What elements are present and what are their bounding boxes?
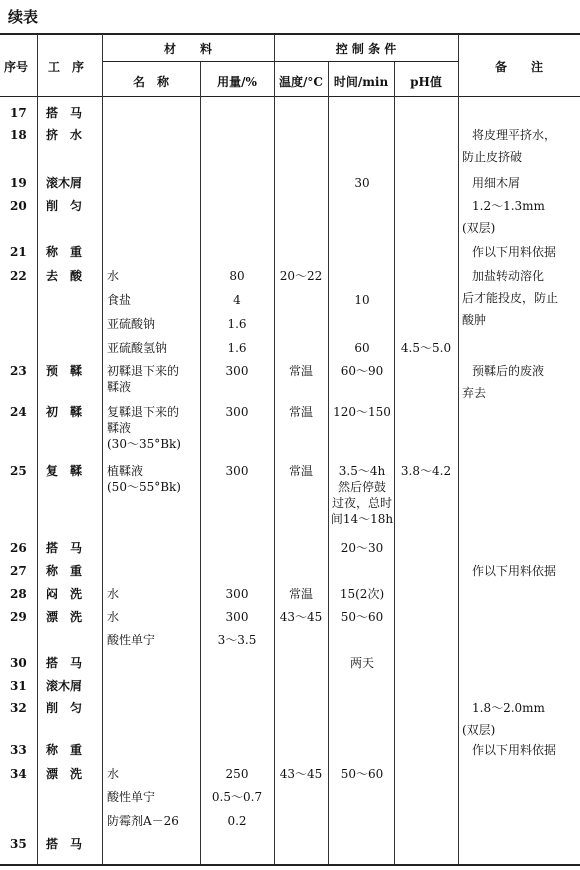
cell-no: 34 bbox=[10, 767, 27, 781]
cell-amt: 250 bbox=[225, 767, 249, 781]
header-time: 时间/min bbox=[333, 75, 389, 89]
cell-proc: 滚木屑 bbox=[46, 176, 83, 190]
cell-remark: 作以下用料依据 bbox=[472, 245, 557, 259]
cell-name: 酸性单宁 bbox=[107, 633, 156, 647]
cell-no: 33 bbox=[10, 743, 27, 757]
col-divider bbox=[274, 34, 275, 864]
cell-proc: 滚木屑 bbox=[46, 679, 83, 693]
header-remarks: 备 注 bbox=[494, 60, 543, 74]
cell-remark: 后才能投皮，防止 bbox=[462, 291, 559, 305]
cell-no: 26 bbox=[10, 541, 27, 555]
cell-temp: 常温 bbox=[288, 364, 313, 378]
header-bottom-rule bbox=[0, 96, 580, 97]
cell-temp: 20～22 bbox=[279, 269, 323, 283]
cell-proc: 闷 洗 bbox=[46, 587, 83, 601]
cell-amt: 80 bbox=[229, 269, 245, 283]
cell-proc: 去 酸 bbox=[46, 269, 83, 283]
cell-temp: 常温 bbox=[288, 464, 313, 478]
cell-name: (30～35°Bk) bbox=[107, 437, 181, 451]
cell-no: 22 bbox=[10, 269, 27, 283]
cell-name: 防霉剂A－26 bbox=[107, 814, 179, 828]
bottom-rule bbox=[0, 864, 580, 866]
cell-ph: 4.5～5.0 bbox=[400, 341, 452, 355]
cell-name: 鞣液 bbox=[107, 380, 132, 394]
cell-no: 31 bbox=[10, 679, 27, 693]
col-divider bbox=[102, 34, 103, 864]
cell-name: 酸性单宁 bbox=[107, 790, 156, 804]
table-caption: 续表 bbox=[8, 8, 39, 26]
cell-proc: 挤 水 bbox=[46, 128, 83, 142]
cell-time: 120～150 bbox=[333, 405, 391, 419]
cell-amt: 300 bbox=[225, 364, 249, 378]
cell-proc: 搭 马 bbox=[46, 837, 83, 851]
header-materials: 材 料 bbox=[163, 42, 212, 56]
cell-remark: 1.2～1.3mm bbox=[472, 199, 545, 213]
cell-proc: 预 鞣 bbox=[46, 364, 83, 378]
cell-proc: 称 重 bbox=[46, 245, 83, 259]
cell-amt: 300 bbox=[225, 610, 249, 624]
cell-name: 水 bbox=[107, 269, 120, 283]
cell-amt: 1.6 bbox=[227, 317, 247, 331]
cell-name: 复鞣退下来的 bbox=[107, 405, 180, 419]
cell-time: 60～90 bbox=[340, 364, 384, 378]
cell-no: 29 bbox=[10, 610, 27, 624]
cell-amt: 3～3.5 bbox=[217, 633, 257, 647]
col-divider bbox=[37, 34, 38, 864]
cell-remark: 酸肿 bbox=[462, 313, 487, 327]
cell-no: 19 bbox=[10, 176, 27, 190]
cell-remark: (双层) bbox=[462, 723, 496, 737]
cell-time: 20～30 bbox=[340, 541, 384, 555]
cell-time: 间14～18h bbox=[330, 512, 394, 526]
cell-remark: 加盐转动溶化 bbox=[472, 269, 545, 283]
header-no: 序号 bbox=[4, 60, 29, 74]
cell-proc: 复 鞣 bbox=[46, 464, 83, 478]
cell-name: 鞣液 bbox=[107, 421, 132, 435]
cell-remark: 用细木屑 bbox=[472, 176, 521, 190]
cell-amt: 300 bbox=[225, 405, 249, 419]
cell-no: 21 bbox=[10, 245, 27, 259]
cell-proc: 削 匀 bbox=[46, 701, 83, 715]
cell-name: 初鞣退下来的 bbox=[107, 364, 180, 378]
header-temp: 温度/°C bbox=[279, 75, 323, 89]
top-rule bbox=[0, 33, 580, 35]
cell-time: 两天 bbox=[349, 656, 374, 670]
cell-no: 25 bbox=[10, 464, 27, 478]
cell-time: 60 bbox=[354, 341, 370, 355]
cell-amt: 0.5～0.7 bbox=[211, 790, 263, 804]
cell-time: 过夜，总时 bbox=[331, 496, 392, 510]
cell-amt: 0.2 bbox=[227, 814, 247, 828]
cell-proc: 称 重 bbox=[46, 564, 83, 578]
cell-name: 植鞣液 bbox=[107, 464, 144, 478]
header-amount: 用量/% bbox=[217, 75, 257, 89]
col-divider bbox=[328, 62, 329, 864]
cell-amt: 300 bbox=[225, 464, 249, 478]
cell-proc: 称 重 bbox=[46, 743, 83, 757]
cell-proc: 初 鞣 bbox=[46, 405, 83, 419]
cell-no: 17 bbox=[10, 106, 27, 120]
cell-ph: 3.8～4.2 bbox=[400, 464, 452, 478]
cell-no: 30 bbox=[10, 656, 27, 670]
cell-remark: 作以下用料依据 bbox=[472, 743, 557, 757]
cell-temp: 常温 bbox=[288, 587, 313, 601]
cell-time: 15(2次) bbox=[339, 587, 385, 601]
cell-temp: 常温 bbox=[288, 405, 313, 419]
cell-name: 水 bbox=[107, 587, 120, 601]
cell-no: 18 bbox=[10, 128, 27, 142]
cell-remark: 防止皮挤破 bbox=[462, 150, 523, 164]
cell-time: 10 bbox=[354, 293, 370, 307]
cell-time: 30 bbox=[354, 176, 370, 190]
cell-amt: 4 bbox=[233, 293, 241, 307]
cell-remark: 1.8～2.0mm bbox=[472, 701, 545, 715]
cell-no: 27 bbox=[10, 564, 27, 578]
cell-temp: 43～45 bbox=[279, 610, 323, 624]
cell-time: 然后停鼓 bbox=[337, 480, 386, 494]
cell-time: 3.5～4h bbox=[338, 464, 386, 478]
cell-no: 35 bbox=[10, 837, 27, 851]
cell-no: 32 bbox=[10, 701, 27, 715]
cell-name: (50～55°Bk) bbox=[107, 480, 181, 494]
cell-remark: 弃去 bbox=[462, 386, 487, 400]
cell-time: 50～60 bbox=[340, 767, 384, 781]
cell-no: 20 bbox=[10, 199, 27, 213]
cell-remark: 预鞣后的废液 bbox=[472, 364, 545, 378]
cell-amt: 1.6 bbox=[227, 341, 247, 355]
cell-name: 食盐 bbox=[107, 293, 132, 307]
cell-remark: 作以下用料依据 bbox=[472, 564, 557, 578]
cell-temp: 43～45 bbox=[279, 767, 323, 781]
cell-no: 23 bbox=[10, 364, 27, 378]
cell-proc: 搭 马 bbox=[46, 106, 83, 120]
header-process: 工 序 bbox=[48, 60, 85, 74]
cell-proc: 漂 洗 bbox=[46, 767, 83, 781]
header-name: 名 称 bbox=[132, 75, 169, 89]
cell-name: 水 bbox=[107, 610, 120, 624]
cell-time: 50～60 bbox=[340, 610, 384, 624]
cell-proc: 削 匀 bbox=[46, 199, 83, 213]
sub-header-rule bbox=[102, 61, 458, 62]
cell-amt: 300 bbox=[225, 587, 249, 601]
header-ph: pH值 bbox=[410, 75, 442, 89]
cell-name: 水 bbox=[107, 767, 120, 781]
cell-proc: 搭 马 bbox=[46, 541, 83, 555]
cell-no: 24 bbox=[10, 405, 27, 419]
cell-no: 28 bbox=[10, 587, 27, 601]
cell-name: 亚硫酸钠 bbox=[107, 317, 156, 331]
col-divider bbox=[458, 34, 459, 864]
header-control: 控 制 条 件 bbox=[335, 42, 397, 56]
cell-remark: 将皮理平挤水， bbox=[472, 128, 557, 142]
cell-name: 亚硫酸氢钠 bbox=[107, 341, 168, 355]
cell-proc: 漂 洗 bbox=[46, 610, 83, 624]
cell-proc: 搭 马 bbox=[46, 656, 83, 670]
cell-remark: (双层) bbox=[462, 221, 496, 235]
